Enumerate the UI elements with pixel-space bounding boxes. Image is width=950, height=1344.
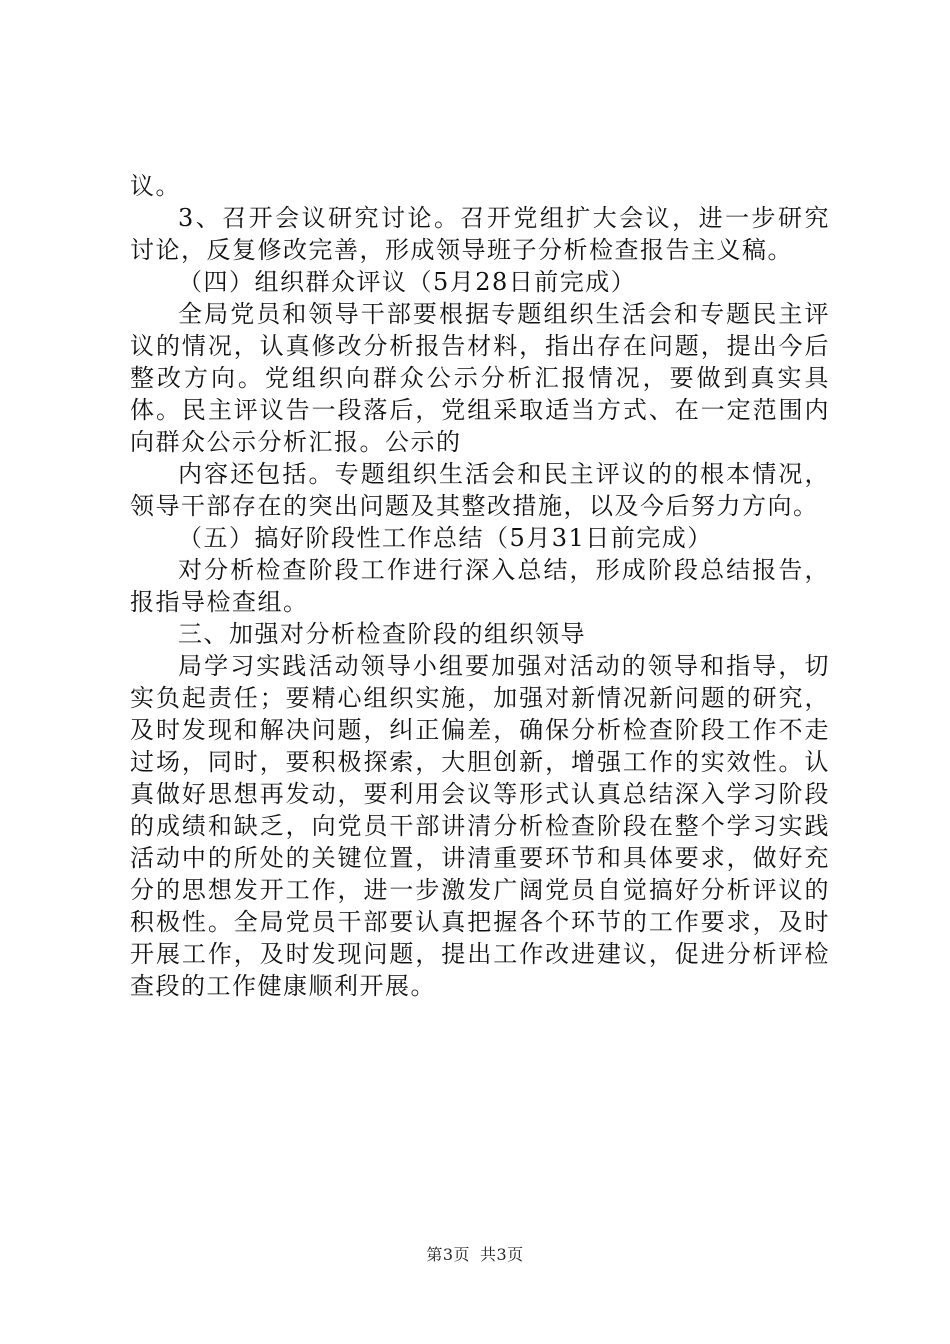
- page-total: 共3页: [480, 1245, 524, 1264]
- page-number: 第3页: [426, 1245, 470, 1264]
- section-heading-public-review: （四）组织群众评议（5月28日前完成）: [178, 268, 637, 296]
- section-heading-stage-summary: （五）搞好阶段性工作总结（5月31日前完成）: [178, 524, 713, 552]
- paragraph-continuation: 议。: [130, 172, 181, 200]
- page-footer: [0, 1242, 950, 1265]
- paragraph-stage-summary: 对分析检查阶段工作进行深入总结，形成阶段总结报告，报指导检查组。: [130, 556, 830, 616]
- paragraph-meeting-discussion: 3、召开会议研究讨论。召开党组扩大会议，进一步研究讨论，反复修改完善，形成领导班子分析检查报告主义稿。: [130, 204, 830, 264]
- document-body: [130, 170, 830, 1002]
- paragraph-public-review: 全局党员和领导干部要根据专题组织生活会和专题民主评议的情况，认真修改分析报告材料，指出存在问题，提出今后整改方向。党组织向群众公示分析汇报情况，要做到真实具体。民主评议告一段落后，党组采取适当方式、在一定范围内向群众公示分析汇报。公示的: [130, 300, 830, 456]
- paragraph-leadership: 局学习实践活动领导小组要加强对活动的领导和指导，切实负起责任；要精心组织实施，加强对新情况新问题的研究，及时发现和解决问题，纠正偏差，确保分析检查阶段工作不走过场，同时，要积极探索，大胆创新，增强工作的实效性。认真做好思想再发动，要利用会议等形式认真总结深入学习阶段的成绩和缺乏，向党员干部讲清分析检查阶段在整个学习实践活动中的所处的关键位置，讲清重要环节和具体要求，做好充分的思想发开工作，进一步激发广阔党员自觉搞好分析评议的积极性。全局党员干部要认真把握各个环节的工作要求，及时开展工作，及时发现问题，提出工作改进建议，促进分析评检查段的工作健康顺利开展。: [130, 652, 830, 1000]
- paragraph-disclosure-content: 内容还包括。专题组织生活会和民主评议的的根本情况，领导干部存在的突出问题及其整改措施，以及今后努力方向。: [130, 460, 830, 520]
- section-heading-leadership: 三、加强对分析检查阶段的组织领导: [178, 620, 586, 648]
